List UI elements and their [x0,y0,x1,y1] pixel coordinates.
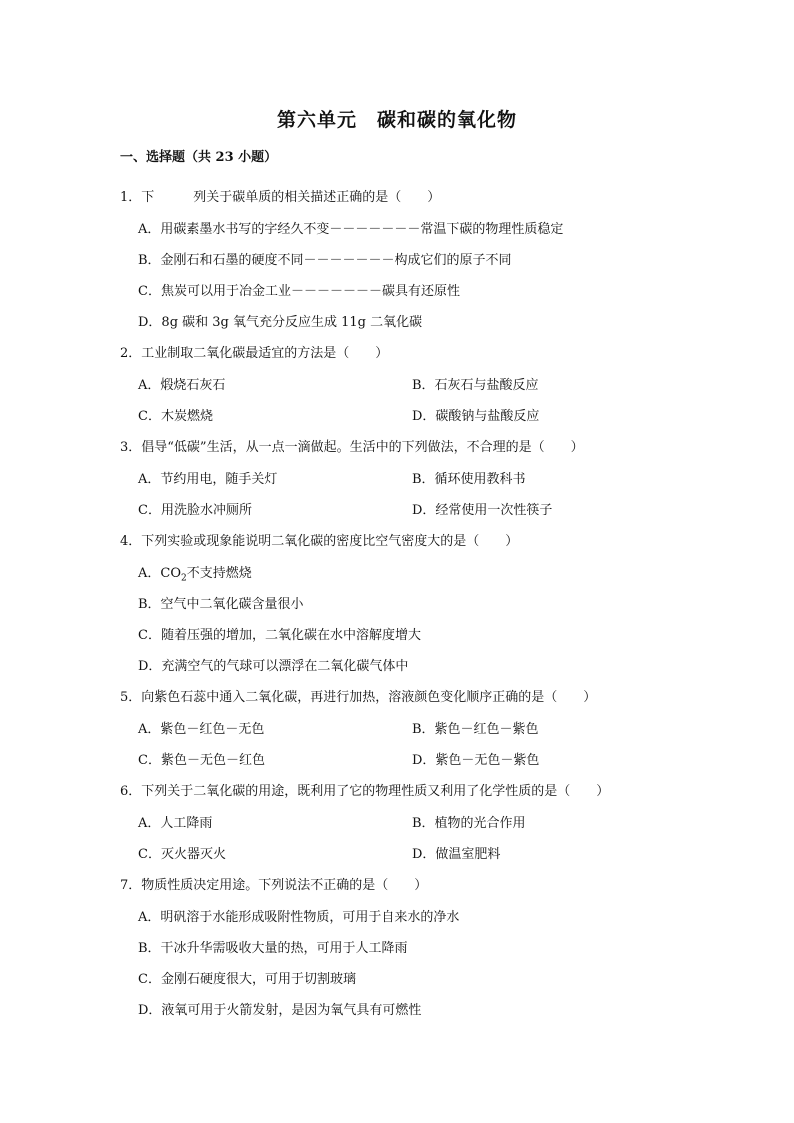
question-2-stem: 2．工业制取二氧化碳最适宜的方法是（ ） [120,346,389,361]
subscript-2: 2 [181,573,187,584]
question-2-option-c: C．木炭燃烧 [138,409,213,424]
question-7-option-a: A．明矾溶于水能形成吸附性物质，可用于自来水的净水 [138,910,460,925]
question-5-option-b: B．紫色－红色－紫色 [412,722,539,737]
question-6-option-b: B．植物的光合作用 [412,816,526,831]
question-3-option-a: A．节约用电，随手关灯 [138,472,278,487]
question-6-stem: 6．下列关于二氧化碳的用途，既利用了它的物理性质又利用了化学性质的是（ ） [120,784,610,799]
question-7-option-c: C．金刚石硬度很大，可用于切割玻璃 [138,972,356,987]
question-3-option-d: D．经常使用一次性筷子 [412,503,553,518]
question-7-option-d: D．液氧可用于火箭发射，是因为氧气具有可燃性 [138,1003,422,1018]
question-4-option-c: C．随着压强的增加，二氧化碳在水中溶解度增大 [138,628,421,643]
question-4-stem: 4．下列实验或现象能说明二氧化碳的密度比空气密度大的是（ ） [120,534,519,549]
question-7-option-b: B．干冰升华需吸收大量的热，可用于人工降雨 [138,941,408,956]
question-6-option-a: A．人工降雨 [138,816,213,831]
question-5-stem: 5．向紫色石蕊中通入二氧化碳，再进行加热，溶液颜色变化顺序正确的是（ ） [120,690,597,705]
question-4-option-a-prefix: A．CO [138,566,181,581]
question-1-option-a: A．用碳素墨水书写的字经久不变－－－－－－－常温下碳的物理性质稳定 [138,222,564,237]
section-heading: 一、选择题（共 23 小题） [120,150,278,165]
question-6-option-c: C．灭火器灭火 [138,847,226,862]
question-2-option-b: B．石灰石与盐酸反应 [412,378,539,393]
question-1-stem: 1．下 列关于碳单质的相关描述正确的是（ ） [120,190,441,205]
page-title: 第六单元 碳和碳的氧化物 [276,109,517,131]
question-5-option-c: C．紫色－无色－红色 [138,753,265,768]
question-1-option-d: D．8g 碳和 3g 氧气充分反应生成 11g 二氧化碳 [138,315,423,330]
question-7-stem: 7．物质性质决定用途。下列说法不正确的是（ ） [120,878,428,893]
question-4-option-b: B．空气中二氧化碳含量很小 [138,597,304,612]
question-1-option-c: C．焦炭可以用于冶金工业－－－－－－－碳具有还原性 [138,284,460,299]
question-2-option-d: D．碳酸钠与盐酸反应 [412,409,540,424]
question-4-option-d: D．充满空气的气球可以漂浮在二氧化碳气体中 [138,659,409,674]
question-3-stem: 3．倡导“低碳”生活，从一点一滴做起。生活中的下列做法，不合理的是（ ） [120,440,584,455]
question-5-option-d: D．紫色－无色－紫色 [412,753,540,768]
question-4-option-a-text: 不支持燃烧 [186,566,252,581]
question-3-option-c: C．用洗脸水冲厕所 [138,503,252,518]
question-6-option-d: D．做温室肥料 [412,847,501,862]
question-4-option-a [138,562,252,584]
question-1-option-b: B．金刚石和石墨的硬度不同－－－－－－－构成它们的原子不同 [138,253,512,268]
question-2-option-a: A．煅烧石灰石 [138,378,226,393]
question-5-option-a: A．紫色－红色－无色 [138,722,265,737]
question-3-option-b: B．循环使用教科书 [412,472,526,487]
